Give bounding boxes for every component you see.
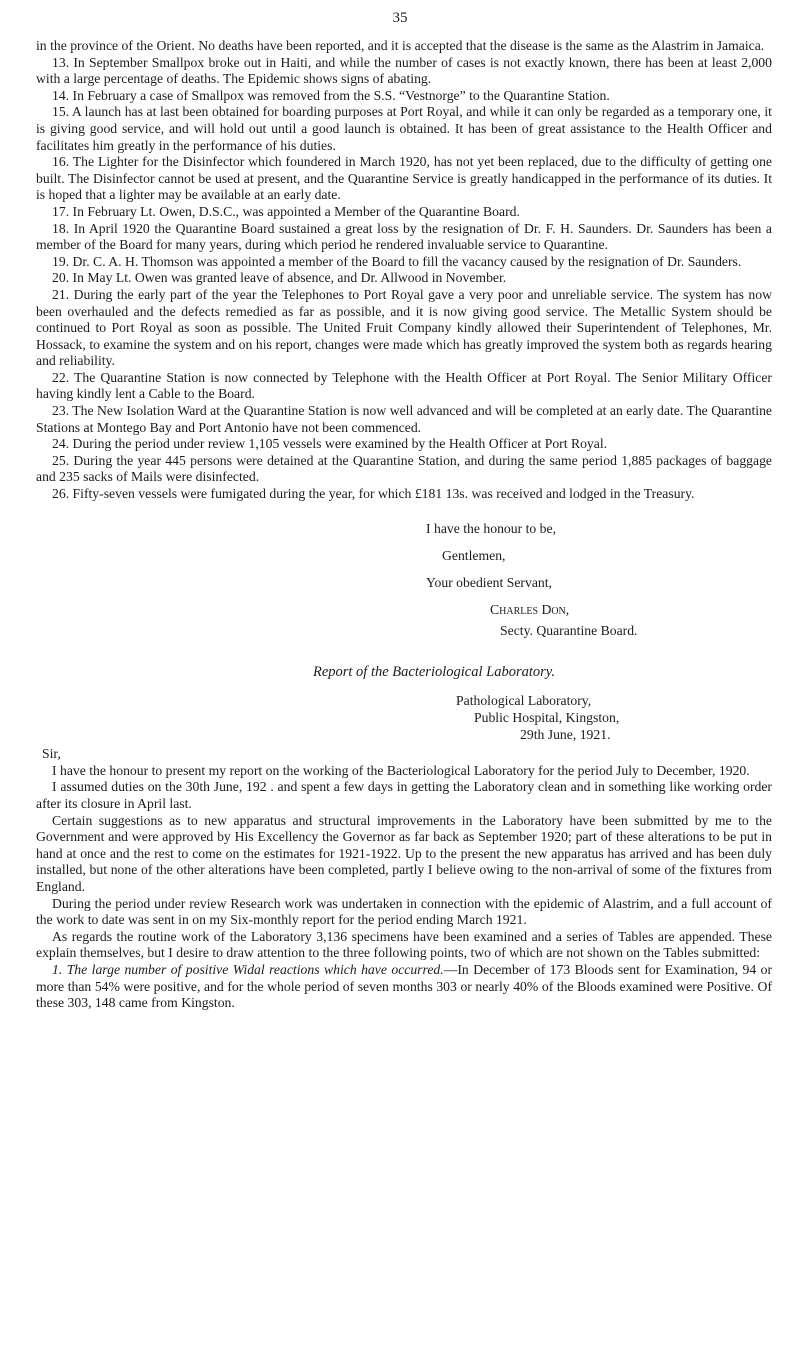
report-paragraph-1: I have the honour to present my report on the working of the Bacteriological Laboratory for the period July to December, 1920. bbox=[52, 762, 750, 778]
signature-block bbox=[426, 515, 772, 644]
paragraph-19: 19. Dr. C. A. H. Thomson was appointed a member of the Board to fill the vacancy caused by the resignation of Dr. Saunders. bbox=[52, 253, 742, 269]
paragraph-18: 18. In April 1920 the Quarantine Board sustained a great loss by the resignation of Dr. F. H. Saunders. Dr. Saunders has been a member of the Board for many years, during which period he rendered invaluable service to Quarantine. bbox=[36, 220, 772, 253]
address-line-3: 29th June, 1921. bbox=[520, 727, 611, 743]
paragraph-continued: in the province of the Orient. No deaths have been reported, and it is accepted that the disease is the same as the Alastrim in Jamaica. bbox=[36, 38, 765, 53]
paragraph-25: 25. During the year 445 persons were detained at the Quarantine Station, and during the same period 1,885 packages of baggage and 235 sacks of Mails were disinfected. bbox=[36, 452, 772, 485]
paragraph-24: 24. During the period under review 1,105 vessels were examined by the Health Officer at Port Royal. bbox=[52, 436, 608, 452]
paragraph-16: 16. The Lighter for the Disinfector which foundered in March 1920, has not yet been replaced, due to the difficulty of getting one built. The Disinfector cannot be used at present, and the Quarantine Service is greatly handicapped in the performance of its duties. It is hoped that a lighter may be available at an early date. bbox=[36, 154, 772, 203]
document-body bbox=[36, 38, 772, 1012]
paragraph-26: 26. Fifty-seven vessels were fumigated during the year, for which £181 13s. was received and lodged in the Treasury. bbox=[52, 486, 695, 502]
report-paragraph-5: As regards the routine work of the Laboratory 3,136 specimens have been examined and a series of Tables are appended. These explain themselves, but I desire to draw attention to the three following points, two of which are not shown on the Tables submitted: bbox=[36, 928, 772, 961]
paragraph-17: 17. In February Lt. Owen, D.S.C., was appointed a Member of the Quarantine Board. bbox=[52, 203, 520, 219]
paragraph-15: 15. A launch has at last been obtained for boarding purposes at Port Royal, and while it can only be regarded as a temporary one, it is giving good service, and will hold out until a good launch is obtained. It has been of great assistance to the Health Officer and facilitates him greatly in the performance of his duties. bbox=[36, 104, 772, 153]
paragraph-13: 13. In September Smallpox broke out in Haiti, and while the number of cases is not exactly known, there has been at least 2,000 with a large percentage of deaths. The Epidemic shows signs of abating. bbox=[36, 54, 772, 87]
signature-name: Charles Don, bbox=[490, 601, 570, 617]
report-title: Report of the Bacteriological Laboratory. bbox=[312, 663, 556, 680]
paragraph-23: 23. The New Isolation Ward at the Quarantine Station is now well advanced and will be completed at an early date. The Quarantine Stations at Montego Bay and Port Antonio have not been commenced. bbox=[36, 403, 772, 435]
point-1-heading: 1. The large number of positive Widal reactions which have occurred. bbox=[52, 961, 444, 977]
salutation: Sir, bbox=[42, 746, 61, 762]
report-paragraph-2: I assumed duties on the 30th June, 192 . and spent a few days in getting the Laboratory clean and in something like working order after its closure in April last. bbox=[36, 779, 772, 811]
signature-addressee: Gentlemen, bbox=[442, 547, 506, 563]
point-1-text: —In December of 173 Bloods sent for Examination, 94 or more than 54% were positive, and for the whole period of seven months 303 or nearly 40% of the Bloods examined were Positive. Of these 303, 148 came from Kingston. bbox=[36, 961, 772, 1011]
address-line-1: Pathological Laboratory, bbox=[456, 693, 592, 709]
report-address bbox=[456, 692, 772, 743]
paragraph-21: 21. During the early part of the year the Telephones to Port Royal gave a very poor and unreliable service. The system has now been overhauled and the defects remedied as far as possible, and it is now giving good service. The Metallic System should be continued to Port Royal as soon as possible. The United Fruit Company kindly allowed their Superintendent of Telephones, Mr. Hossack, to examine the system and on his report, changes were made which has greatly improved the system both as regards hearing and reliability. bbox=[36, 286, 772, 369]
report-point-1 bbox=[36, 962, 772, 1012]
signature-title: Secty. Quarantine Board. bbox=[500, 622, 638, 638]
page-number: 35 bbox=[392, 10, 408, 26]
paragraph-22: 22. The Quarantine Station is now connected by Telephone with the Health Officer at Port Royal. The Senior Military Officer having kindly lent a Cable to the Board. bbox=[36, 369, 772, 402]
paragraph-14: 14. In February a case of Smallpox was removed from the S.S. “Vestnorge” to the Quarantine Station. bbox=[52, 87, 610, 103]
report-paragraph-4: During the period under review Research work was undertaken in connection with the epidemic of Alastrim, and a full account of the work to date was sent in on my Six-monthly report for the period ending March 1921. bbox=[36, 895, 772, 928]
report-paragraph-3: Certain suggestions as to new apparatus and structural improvements in the Laboratory have been submitted by me to the Government and were approved by His Excellency the Governor as far back as September 1920; part of these alterations to be put in hand at once and the rest to come on the estimates for 1921-1922. Up to the present the new apparatus has arrived and has been duly installed, but none of the other alterations have been completed, partly I believe owing to the non-arrival of some of the fixtures from England. bbox=[36, 812, 772, 894]
signature-closing: I have the honour to be, bbox=[426, 520, 556, 536]
signature-servant: Your obedient Servant, bbox=[426, 574, 552, 590]
address-line-2: Public Hospital, Kingston, bbox=[474, 710, 620, 726]
paragraph-20: 20. In May Lt. Owen was granted leave of absence, and Dr. Allwood in November. bbox=[52, 270, 507, 286]
